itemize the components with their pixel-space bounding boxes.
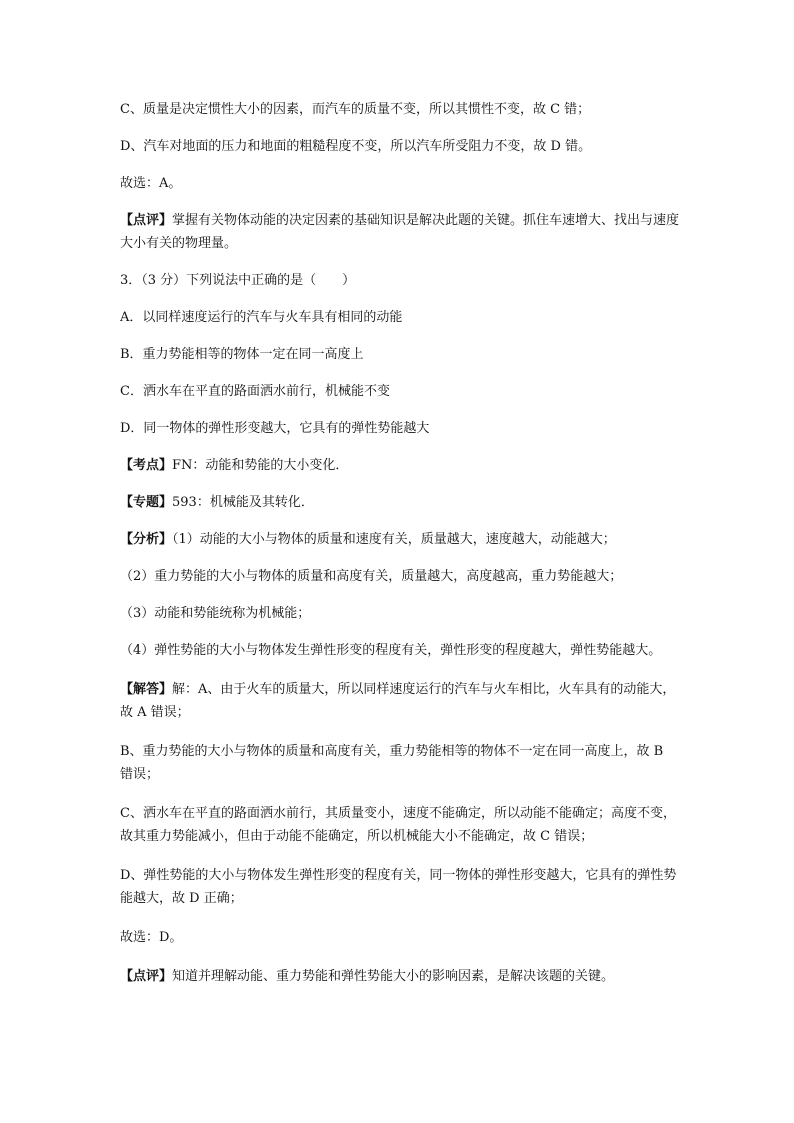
q3-jieda-line-4: D、弹性势能的大小与物体发生弹性形变的程度有关，同一物体的弹性形变越大，它具有的弹性势能越大，故 D 正确； bbox=[120, 868, 677, 906]
q3-review-text: 知道并理解动能、重力势能和弹性势能大小的影响因素，是解决该题的关键。 bbox=[172, 969, 615, 984]
q3-fenxi-line-3: （3）动能和势能统称为机械能； bbox=[120, 606, 311, 621]
q3-review bbox=[120, 965, 680, 988]
q3-option-a: A．以同样速度运行的汽车与火车具有相同的动能 bbox=[120, 310, 403, 325]
prev-answer: 故选：A。 bbox=[120, 176, 182, 191]
prev-option-d-analysis: D、汽车对地面的压力和地面的粗糙程度不变，所以汽车所受阻力不变，故 D 错。 bbox=[120, 139, 592, 154]
document-page bbox=[120, 98, 680, 988]
q3-option-c: C．洒水车在平直的路面洒水前行，机械能不变 bbox=[120, 384, 390, 399]
prev-review-tag: 【点评】 bbox=[120, 213, 173, 228]
kaodian-tag: 【考点】 bbox=[120, 458, 173, 473]
prev-option-c-analysis: C、质量是决定惯性大小的因素，而汽车的质量不变，所以其惯性不变，故 C 错； bbox=[120, 102, 591, 117]
fenxi-tag: 【分析】 bbox=[120, 532, 173, 547]
q3-answer: 故选：D。 bbox=[120, 930, 183, 945]
jieda-tag: 【解答】 bbox=[120, 682, 173, 697]
prev-review-text: 掌握有关物体动能的决定因素的基础知识是解决此题的关键。抓住车速增大、找出与速度大小有关的物理量。 bbox=[120, 213, 680, 251]
jieda-text-1: 解：A、由于火车的质量大，所以同样速度运行的汽车与火车相比，火车具有的动能大，故 A 错误； bbox=[120, 682, 676, 720]
q3-fenxi-line-4: （4）弹性势能的大小与物体发生弹性形变的程度有关，弹性形变的程度越大，弹性势能越大。 bbox=[120, 643, 662, 658]
q3-option-b: B．重力势能相等的物体一定在同一高度上 bbox=[120, 347, 364, 362]
q3-stem: 3．（3 分）下列说法中正确的是（ ） bbox=[120, 273, 356, 288]
q3-jieda-line-2: B、重力势能的大小与物体的质量和高度有关，重力势能相等的物体不一定在同一高度上，故 B 错误； bbox=[120, 744, 664, 782]
fenxi-text-1: （1）动能的大小与物体的质量和速度有关，质量越大，速度越大，动能越大； bbox=[172, 532, 616, 547]
q3-option-d: D．同一物体的弹性形变越大，它具有的弹性势能越大 bbox=[120, 421, 430, 436]
q3-review-tag: 【点评】 bbox=[120, 969, 173, 984]
q3-kaodian bbox=[120, 454, 680, 477]
q3-fenxi-line-1 bbox=[120, 528, 680, 551]
q3-zhuanti bbox=[120, 491, 680, 514]
q3-fenxi-line-2: （2）重力势能的大小与物体的质量和高度有关，质量越大，高度越高，重力势能越大； bbox=[120, 569, 623, 584]
zhuanti-tag: 【专题】 bbox=[120, 495, 173, 510]
kaodian-text: FN：动能和势能的大小变化． bbox=[172, 458, 349, 473]
q3-jieda-line-3: C、洒水车在平直的路面洒水前行，其质量变小，速度不能确定，所以动能不能确定；高度不变，故其重力势能减小，但由于动能不能确定，所以机械能大小不能确定，故 C 错误； bbox=[120, 806, 676, 844]
q3-jieda-line-1 bbox=[120, 678, 680, 724]
prev-review bbox=[120, 209, 680, 255]
zhuanti-text: 593：机械能及其转化． bbox=[172, 495, 314, 510]
